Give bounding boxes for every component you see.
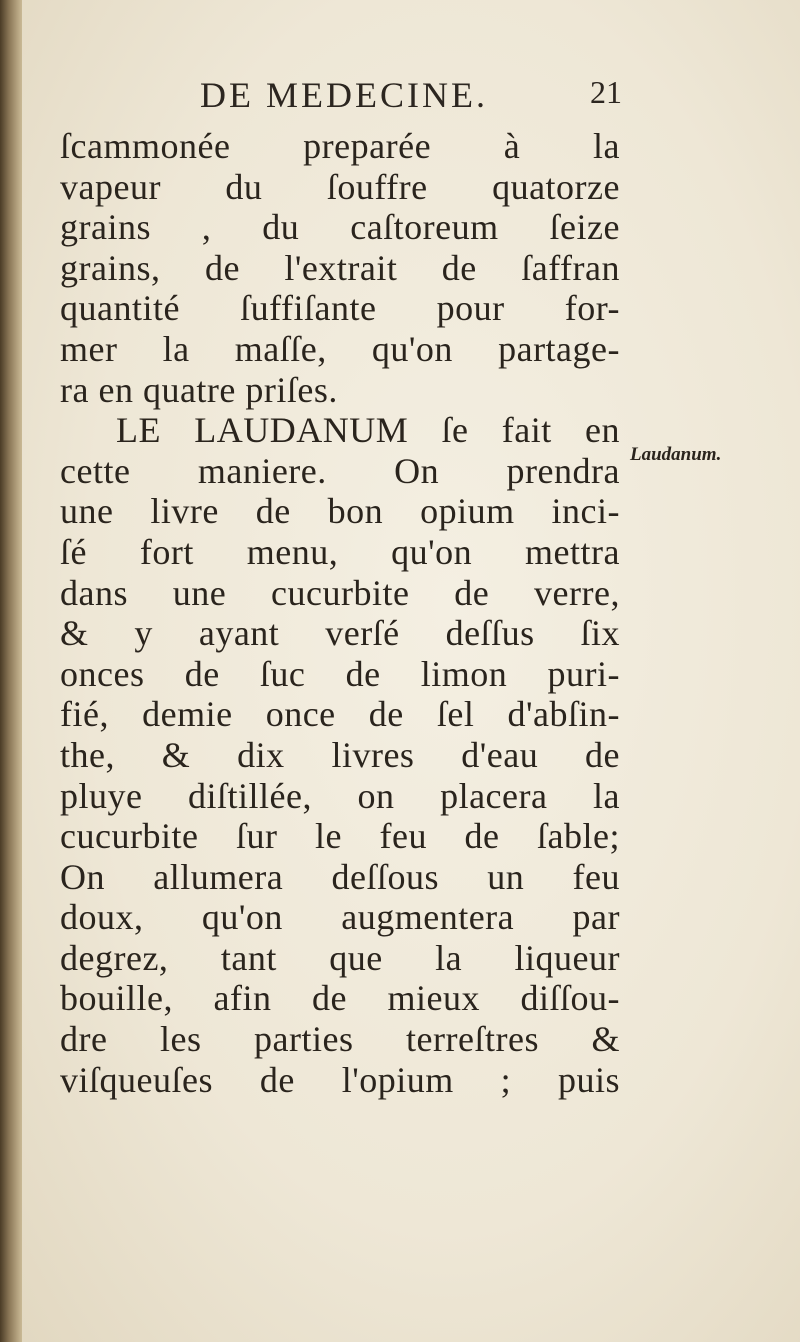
text-line: the, & dix livres d'eau de	[60, 734, 620, 775]
text-line: degrez, tant que la liqueur	[60, 937, 620, 978]
text-line: pluye diſtillée, on placera la	[60, 775, 620, 816]
text-line: onces de ſuc de limon puri-	[60, 653, 620, 694]
text-line: cette maniere. On prendra	[60, 450, 620, 491]
body-text	[60, 126, 620, 1100]
text-line: ra en quatre priſes.	[60, 369, 338, 410]
text-line: vapeur du ſouffre quatorze	[60, 166, 620, 207]
text-line: quantité ſuffiſante pour for-	[60, 288, 620, 329]
running-title: DE MEDECINE.	[200, 75, 488, 115]
text-line: dre les parties terreſtres &	[60, 1019, 620, 1060]
margin-note: Laudanum.	[630, 444, 722, 465]
text-line: cucurbite ſur le feu de ſable;	[60, 816, 620, 857]
text-line: & y ayant verſé deſſus ſix	[60, 613, 620, 654]
text-line: grains , du caſtoreum ſeize	[60, 207, 620, 248]
text-line: dans une cucurbite de verre,	[60, 572, 620, 613]
text-line: bouille, afin de mieux diſſou-	[60, 978, 620, 1019]
text-line: doux, qu'on augmentera par	[60, 897, 620, 938]
text-line: une livre de bon opium inci-	[60, 491, 620, 532]
text-line: On allumera deſſous un feu	[60, 856, 620, 897]
page-number: 21	[590, 74, 622, 110]
text-line: LE LAUDANUM ſe fait en	[116, 410, 620, 451]
text-line: fié, demie once de ſel d'abſin-	[60, 694, 620, 735]
text-line: mer la maſſe, qu'on partage-	[60, 328, 620, 369]
page-header	[60, 74, 630, 120]
text-line: ſé fort menu, qu'on mettra	[60, 531, 620, 572]
text-line: ſcammonée preparée à la	[60, 126, 620, 166]
text-line: viſqueuſes de l'opium ; puis	[60, 1059, 620, 1100]
text-line: grains, de l'extrait de ſaffran	[60, 247, 620, 288]
